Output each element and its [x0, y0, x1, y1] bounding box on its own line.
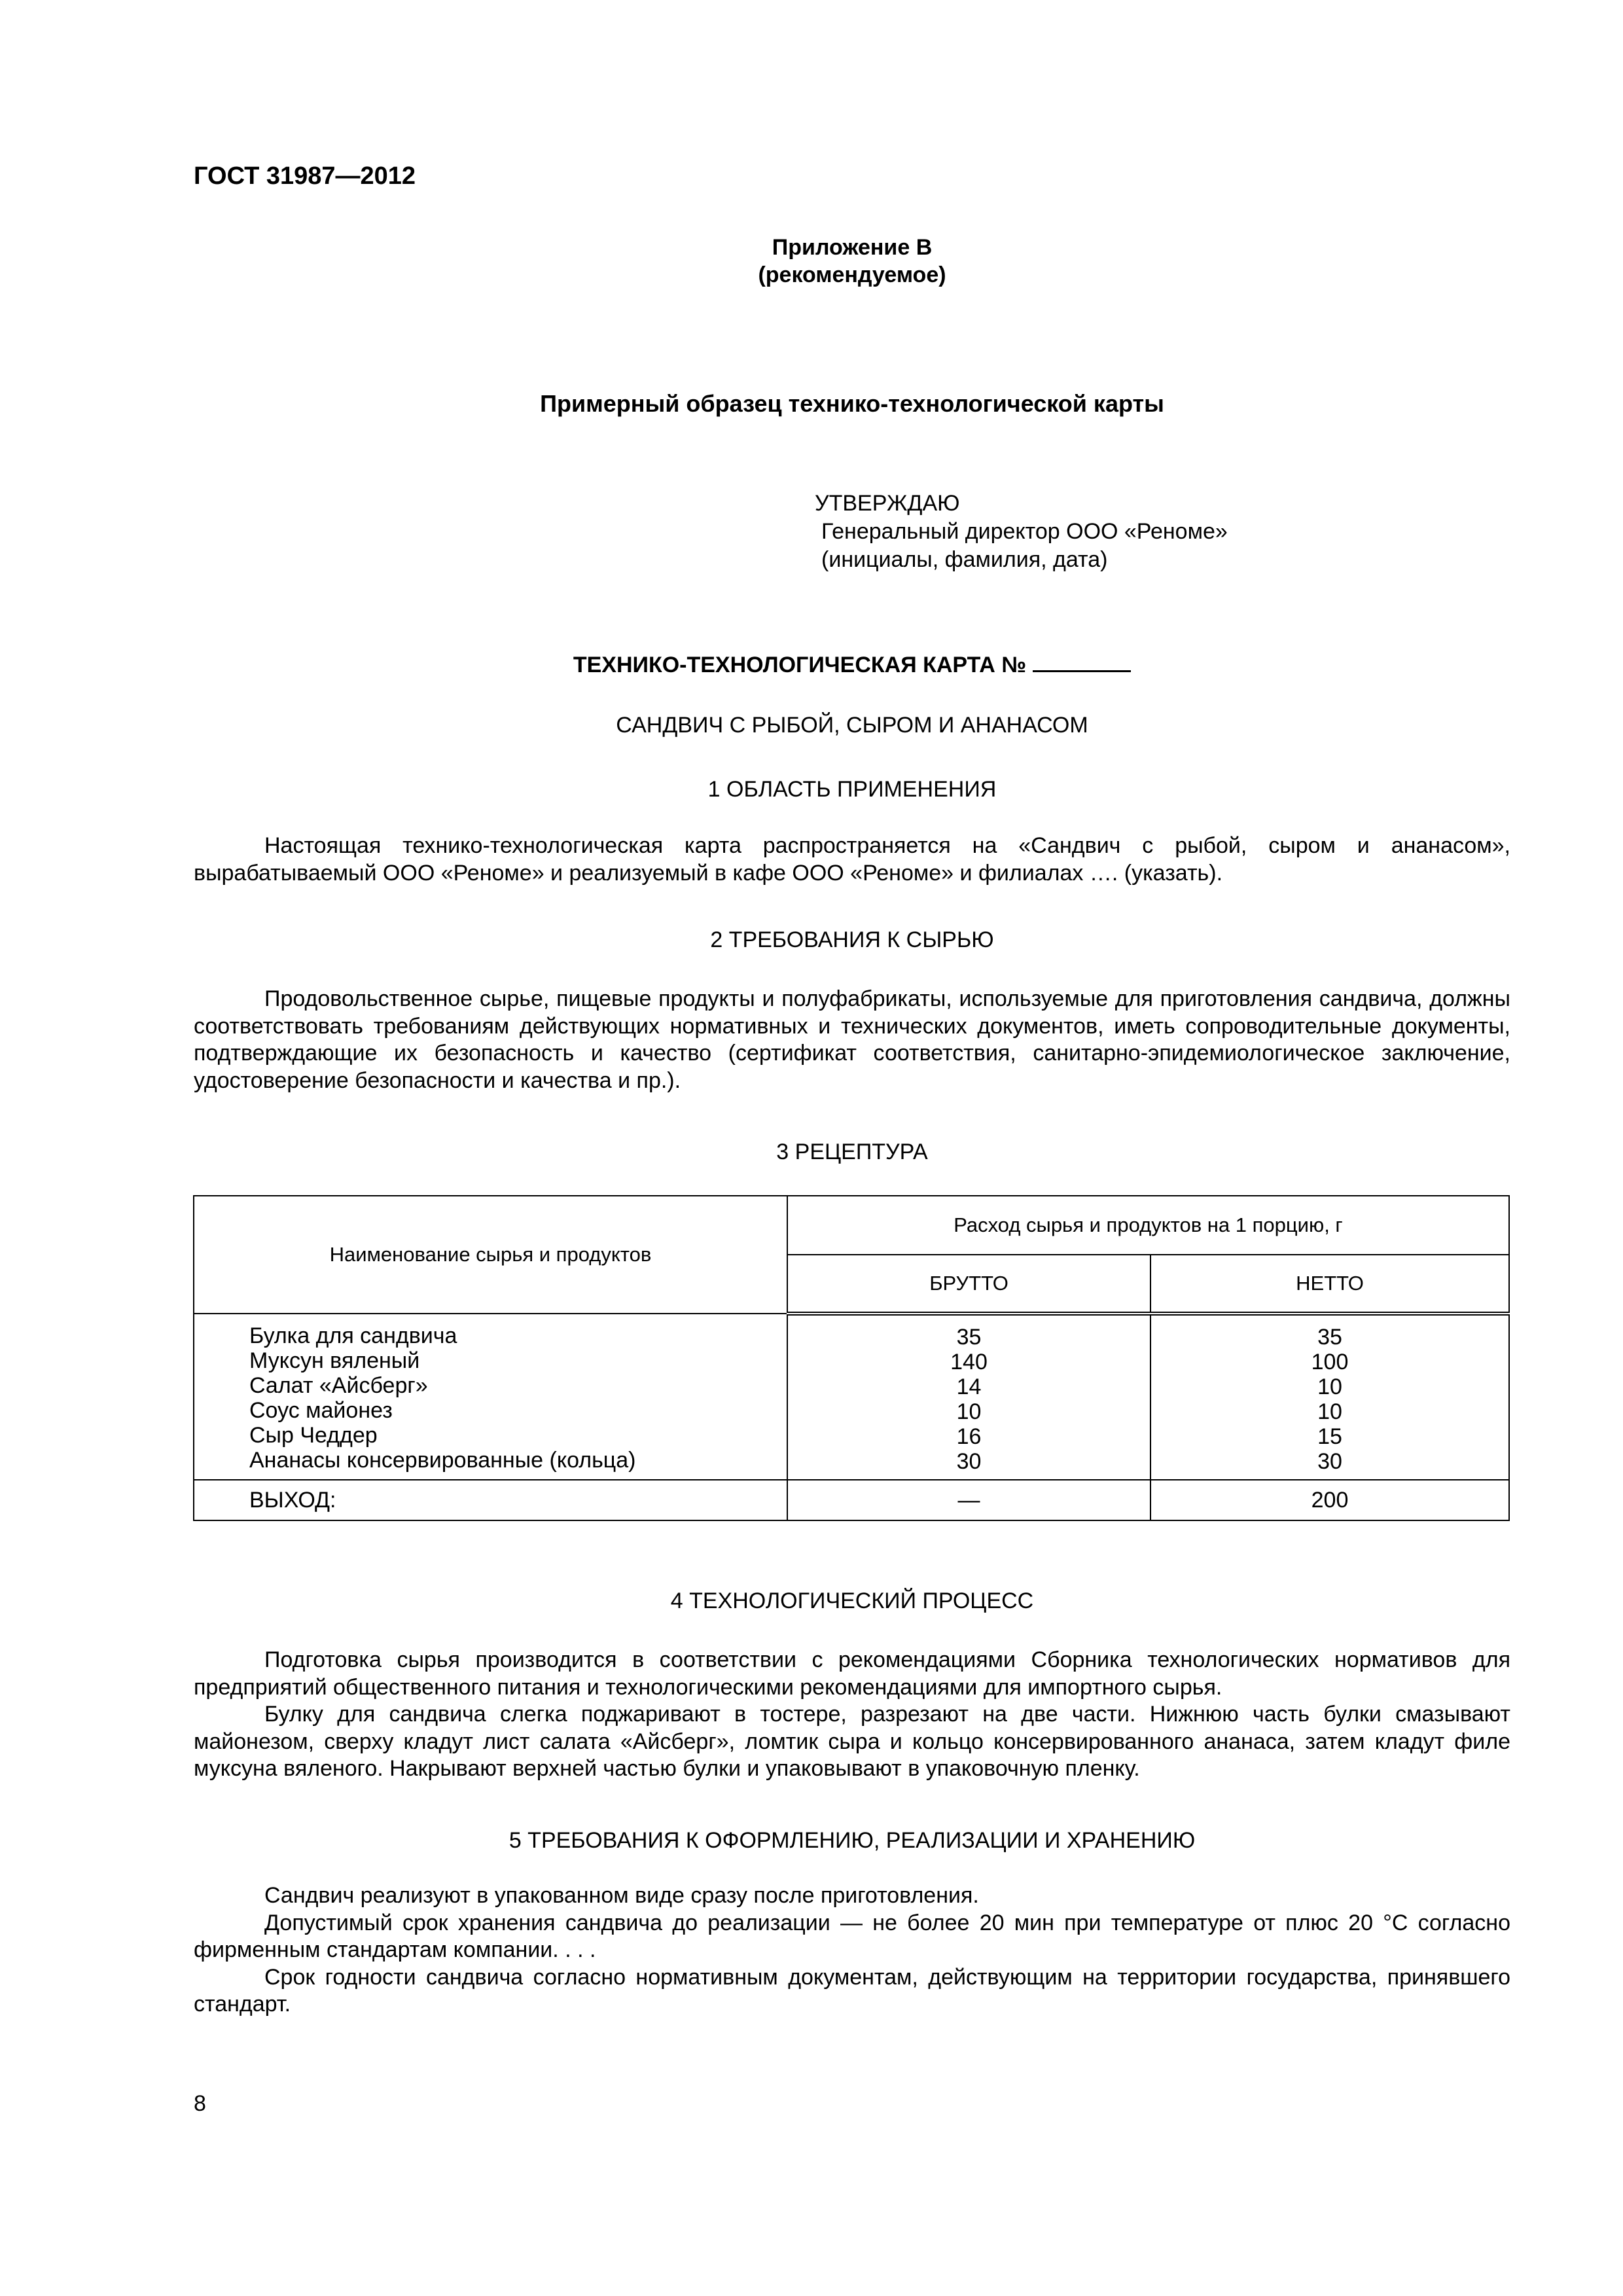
brutto-value: 16 [956, 1424, 982, 1449]
ingredient-name: Сыр Чеддер [249, 1423, 378, 1448]
section-5-paragraph: Сандвич реализуют в упакованном виде сразу после приготовления. [264, 1883, 979, 1908]
product-name: САНДВИЧ С РЫБОЙ, СЫРОМ И АНАНАСОМ [616, 713, 1088, 738]
section-5-paragraph: Срок годности сандвича согласно нормативным документам, действующим на территории государства, принявшего стандарт. [194, 1964, 1510, 2017]
netto-value: 35 [1317, 1325, 1342, 1350]
section-2-paragraph: Продовольственное сырье, пищевые продукты и полуфабрикаты, используемые для приготовления сандвича, должны соответствовать требованиям действующих нормативных и технических документов, иметь сопроводительные документы, подтверждающие их безопасность и качество (сертификат соответствия, санитарно-эпидемиологическое заключение, удостоверение безопасности и качества и пр.). [194, 986, 1510, 1093]
section-4-paragraph: Подготовка сырья производится в соответствии с рекомендациями Сборника технологических нормативов для предприятий общественного питания и технологическими рекомендациями для импортного сырья. [194, 1647, 1510, 1700]
brutto-value: 10 [956, 1399, 982, 1424]
section-5-body [194, 1882, 1510, 2018]
approval-position: Генеральный директор ООО «Реноме» [821, 519, 1228, 544]
header-netto: НЕТТО [1150, 1255, 1509, 1314]
section-5-heading: 5 ТРЕБОВАНИЯ К ОФОРМЛЕНИЮ, РЕАЛИЗАЦИИ И ХРАНЕНИЮ [508, 1828, 1196, 1853]
netto-value: 10 [1317, 1374, 1342, 1399]
section-4-paragraph: Булку для сандвича слегка поджаривают в тостере, разрезают на две части. Нижнюю часть булки смазывают майонезом, сверху кладут лист салата «Айсберг», ломтик сыра и кольцо консервированного ананаса, затем кладут филе муксуна вяленого. Накрывают верхней частью булки и упаковывают в упаковочную пленку. [194, 1702, 1510, 1781]
header-name: Наименование сырья и продуктов [194, 1196, 787, 1314]
netto-value: 100 [1311, 1350, 1349, 1374]
card-title-line [194, 651, 1510, 678]
ingredient-names-cell [194, 1314, 787, 1480]
section-1-paragraph: Настоящая технико-технологическая карта распространяется на «Сандвич с рыбой, сыром и ананасом», вырабатываемый ООО «Реноме» и реализуемый в кафе ООО «Реноме» и филиалах …. (указать). [194, 833, 1510, 886]
yield-label: ВЫХОД: [194, 1480, 787, 1520]
ingredient-name: Булка для сандвича [249, 1323, 457, 1348]
page-number: 8 [194, 2091, 206, 2116]
card-title: ТЕХНИКО-ТЕХНОЛОГИЧЕСКАЯ КАРТА № [573, 653, 1027, 677]
appendix-title: Приложение В [772, 235, 933, 260]
table-data-row [194, 1314, 1509, 1480]
card-number-blank[interactable] [1033, 651, 1131, 672]
table-yield-row [194, 1480, 1509, 1520]
section-4-body [194, 1647, 1510, 1783]
header-brutto: БРУТТО [787, 1255, 1150, 1314]
netto-value: 15 [1317, 1424, 1342, 1449]
section-1-heading: 1 ОБЛАСТЬ ПРИМЕНЕНИЯ [707, 777, 997, 802]
netto-value: 30 [1317, 1449, 1342, 1474]
ingredient-name: Муксун вяленый [249, 1348, 420, 1373]
yield-netto: 200 [1150, 1480, 1509, 1520]
section-2-heading: 2 ТРЕБОВАНИЯ К СЫРЬЮ [710, 927, 994, 952]
brutto-value: 30 [956, 1449, 982, 1474]
brutto-values-cell [787, 1314, 1150, 1480]
brutto-value: 14 [956, 1374, 982, 1399]
section-4-heading: 4 ТЕХНОЛОГИЧЕСКИЙ ПРОЦЕСС [670, 1588, 1034, 1613]
brutto-value: 140 [950, 1350, 988, 1374]
yield-brutto: — [787, 1480, 1150, 1520]
table-header-row [194, 1196, 1509, 1255]
netto-values-cell [1150, 1314, 1509, 1480]
approval-label: УТВЕРЖДАЮ [815, 491, 960, 516]
netto-value: 10 [1317, 1399, 1342, 1424]
ingredient-name: Салат «Айсберг» [249, 1373, 428, 1398]
header-consumption: Расход сырья и продуктов на 1 порцию, г [787, 1196, 1509, 1255]
brutto-value: 35 [956, 1325, 982, 1350]
ingredient-name: Ананасы консервированные (кольца) [249, 1448, 636, 1473]
appendix-heading: Примерный образец технико-технологической карты [540, 390, 1164, 417]
ingredient-name: Соус майонез [249, 1398, 393, 1423]
section-1-body [194, 833, 1510, 887]
approval-block [815, 490, 1228, 574]
section-5-paragraph: Допустимый срок хранения сандвича до реализации — не более 20 мин при температуре от плюс 20 °С согласно фирменным стандартам компании. . . . [194, 1910, 1510, 1962]
standard-code: ГОСТ 31987—2012 [194, 162, 416, 190]
approval-signature-hint: (инициалы, фамилия, дата) [821, 547, 1108, 572]
appendix-status: (рекомендуемое) [758, 262, 946, 287]
recipe-table [193, 1195, 1510, 1521]
section-3-heading: 3 РЕЦЕПТУРА [776, 1139, 928, 1164]
section-2-body [194, 986, 1510, 1094]
